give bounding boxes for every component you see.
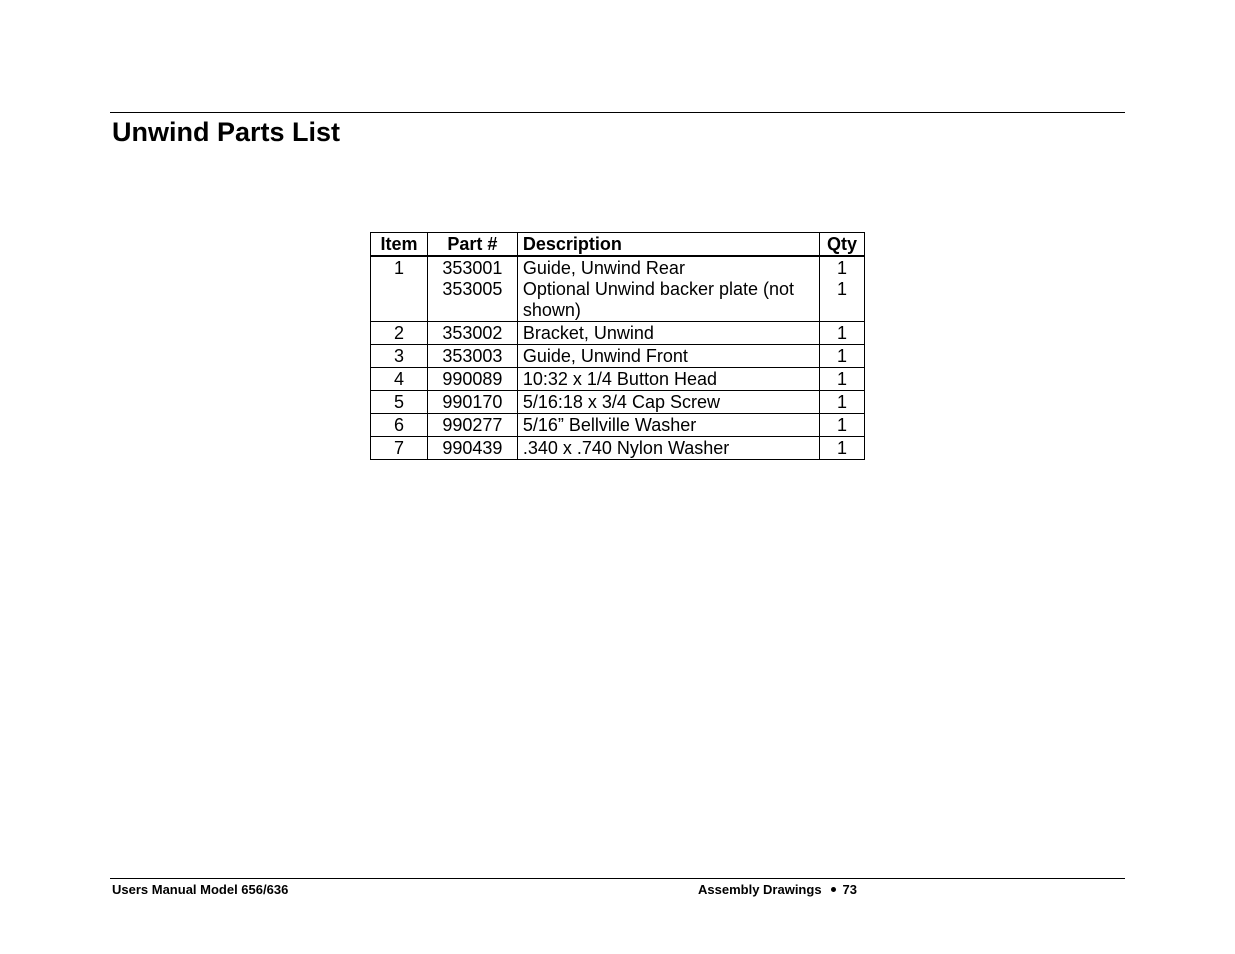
part-qty: 1 (820, 345, 865, 368)
footer-page-number: 73 (842, 882, 858, 897)
table-row (371, 437, 865, 460)
table-header-row (371, 233, 865, 257)
part-number: 353001 (442, 258, 503, 278)
item-number: 6 (371, 414, 428, 437)
part-qty: 1 (820, 391, 865, 414)
part-description: 5/16” Bellville Washer (517, 414, 819, 437)
part-description: Optional Unwind backer plate (not shown) (522, 279, 795, 320)
qty-cell (820, 256, 865, 322)
table-row (371, 391, 865, 414)
item-number: 3 (371, 345, 428, 368)
part-description: 5/16:18 x 3/4 Cap Screw (517, 391, 819, 414)
part-qty: 1 (836, 258, 847, 278)
footer-section-name: Assembly Drawings (698, 882, 822, 897)
table-row (371, 322, 865, 345)
item-number: 5 (371, 391, 428, 414)
part-number: 990277 (427, 414, 517, 437)
header-rule (110, 112, 1125, 113)
part-qty: 1 (820, 368, 865, 391)
column-header-description: Description (517, 233, 819, 257)
item-number: 4 (371, 368, 428, 391)
table-row (371, 414, 865, 437)
part-number: 353002 (427, 322, 517, 345)
part-qty: 1 (836, 279, 847, 299)
footer-rule (110, 878, 1125, 879)
part-qty: 1 (820, 322, 865, 345)
item-number: 7 (371, 437, 428, 460)
part-description: Guide, Unwind Front (517, 345, 819, 368)
page-title: Unwind Parts List (112, 117, 341, 147)
table-row (371, 256, 865, 322)
part-number: 353005 (442, 279, 503, 299)
part-qty: 1 (820, 414, 865, 437)
column-header-item: Item (371, 233, 428, 257)
part-description: Guide, Unwind Rear (522, 258, 685, 278)
item-number: 1 (371, 256, 428, 322)
column-header-qty: Qty (820, 233, 865, 257)
part-number: 353003 (427, 345, 517, 368)
part-description: Bracket, Unwind (517, 322, 819, 345)
table-row (371, 368, 865, 391)
column-header-part: Part # (427, 233, 517, 257)
part-number: 990089 (427, 368, 517, 391)
footer-page-info (698, 882, 857, 898)
part-description: .340 x .740 Nylon Washer (517, 437, 819, 460)
bullet-icon (831, 887, 836, 892)
part-qty: 1 (820, 437, 865, 460)
item-number: 2 (371, 322, 428, 345)
part-number-cell (427, 256, 517, 322)
footer-manual-title: Users Manual Model 656/636 (112, 882, 289, 897)
part-number: 990170 (427, 391, 517, 414)
parts-table (370, 232, 865, 460)
description-cell (517, 256, 819, 322)
part-description: 10:32 x 1/4 Button Head (517, 368, 819, 391)
table-row (371, 345, 865, 368)
part-number: 990439 (427, 437, 517, 460)
